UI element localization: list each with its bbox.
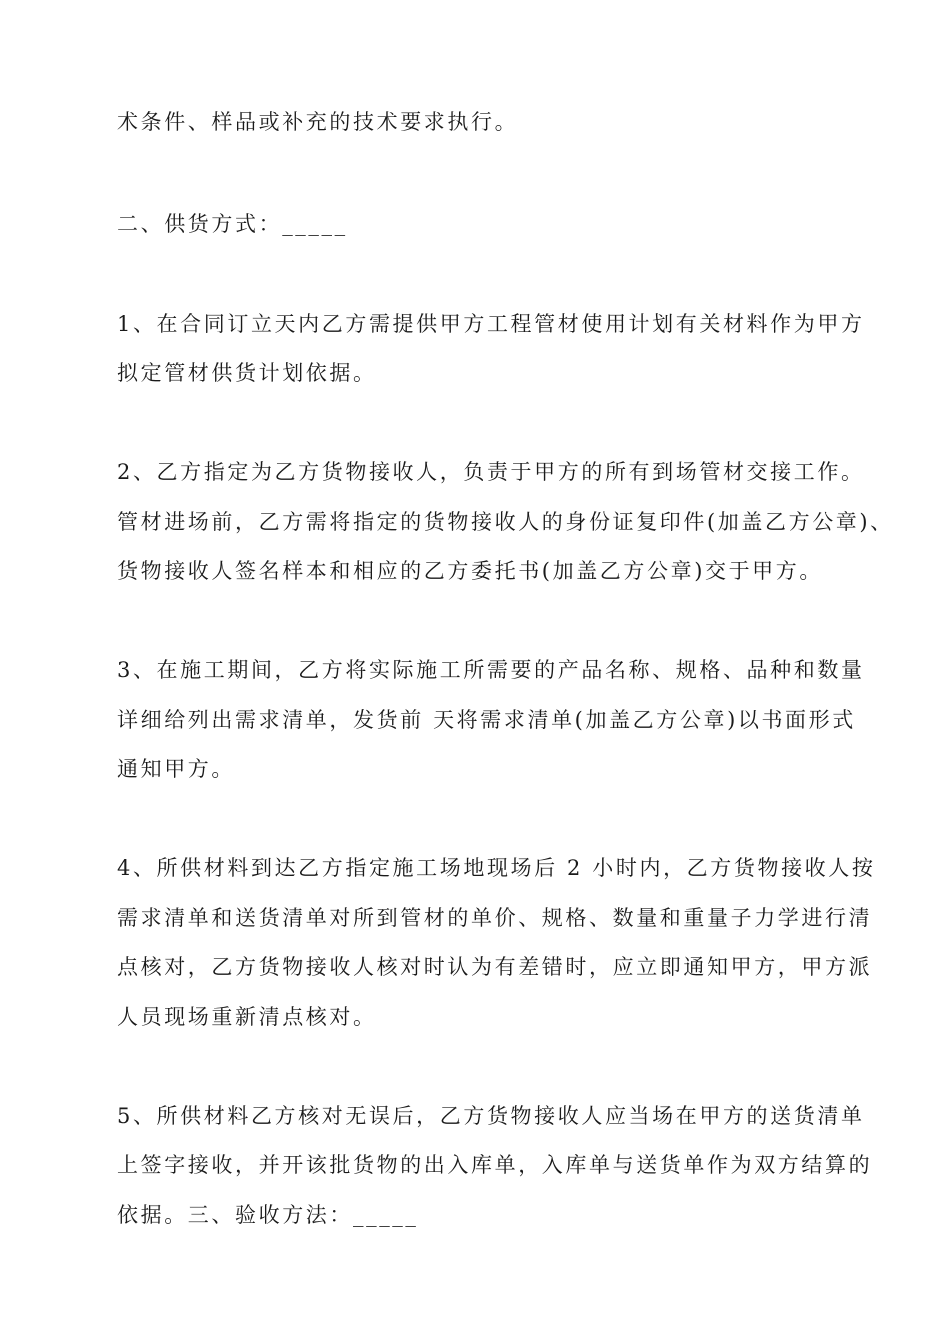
text-line: 5、所供材料乙方核对无误后，乙方货物接收人应当场在甲方的送货清单: [117, 1104, 865, 1128]
text-line: 拟定管材供货计划依据。: [117, 361, 377, 385]
text-line: 通知甲方。: [117, 757, 235, 781]
text-line: 货物接收人签名样本和相应的乙方委托书(加盖乙方公章)交于甲方。: [117, 559, 823, 583]
text-line: 需求清单和送货清单对所到管材的单价、规格、数量和重量子力学进行清: [117, 906, 873, 930]
text-line: 4、所供材料到达乙方指定施工场地现场后 2 小时内，乙方货物接收人按: [117, 856, 876, 880]
text-line: 详细给列出需求清单，发货前 天将需求清单(加盖乙方公章)以书面形式: [117, 708, 856, 732]
text-line: 管材进场前，乙方需将指定的货物接收人的身份证复印件(加盖乙方公章)、: [117, 510, 894, 534]
text-line: 人员现场重新清点核对。: [117, 1005, 377, 1029]
section-heading: 二、供货方式：_____: [117, 212, 348, 236]
text-line: 术条件、样品或补充的技术要求执行。: [117, 110, 519, 134]
text-line: 1、在合同订立天内乙方需提供甲方工程管材使用计划有关材料作为甲方: [117, 312, 865, 336]
text-line: 2、乙方指定为乙方货物接收人，负责于甲方的所有到场管材交接工作。: [117, 460, 865, 484]
text-line: 点核对，乙方货物接收人核对时认为有差错时，应立即通知甲方，甲方派: [117, 955, 873, 979]
text-line: 3、在施工期间，乙方将实际施工所需要的产品名称、规格、品种和数量: [117, 658, 865, 682]
text-line: 依据。三、验收方法：_____: [117, 1203, 419, 1227]
text-line: 上签字接收，并开该批货物的出入库单，入库单与送货单作为双方结算的: [117, 1153, 873, 1177]
